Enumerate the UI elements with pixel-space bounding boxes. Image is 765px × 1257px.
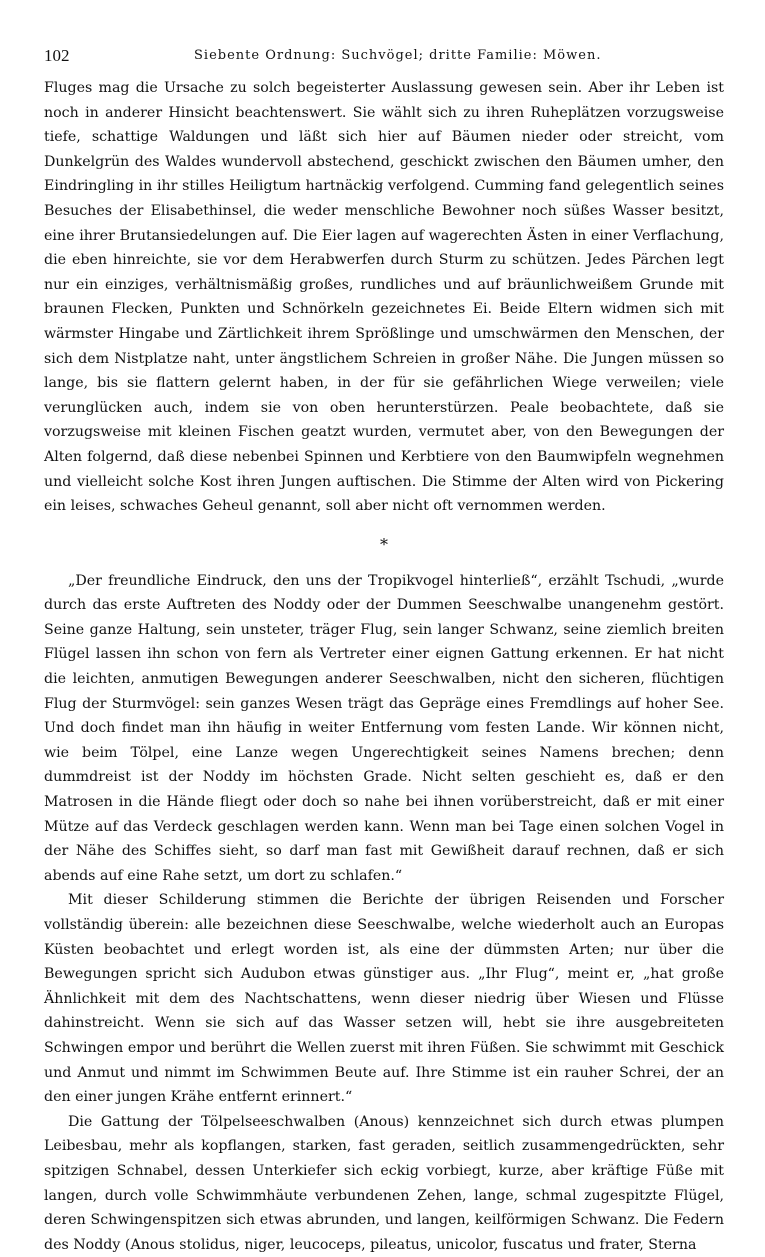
paragraph-audubon-account: Mit dieser Schilderung stimmen die Berichte der übrigen Reisenden und Forscher vollständig überein: alle bezeichnen diese Seeschwalbe, welche wiederholt auch an Europas Küsten beobachtet und erlegt worden ist, als eine der dümmsten Arten; nur über die Bewegungen spricht sich Audubon etwas günstiger aus. „Ihr Flug“, meint er, „hat große Ähnlichkeit mit dem des Nachtschattens, wenn dieser niedrig über Wiesen und Flüsse dahinstreicht. Wenn sie sich auf das Wasser setzen will, hebt sie ihre ausgebreiteten Schwingen empor und berührt die Wellen zuerst mit ihren Füßen. Sie schwimmt mit Geschick und Anmut und nimmt im Schwimmen Beute auf. Ihre Stimme ist ein rauher Schrei, der an den einer jungen Krähe entfernt erinnert.“	[44, 892, 724, 1106]
book-page	[44, 44, 724, 1257]
running-head: Siebente Ordnung: Suchvögel; dritte Familie: Möwen.	[194, 48, 602, 63]
paragraph-tschudi-quote: „Der freundliche Eindruck, den uns der Tropikvogel hinterließ“, erzählt Tschudi, „wurde durch das erste Auftreten des Noddy oder der Dummen Seeschwalbe unangenehm gestört. Seine ganze Haltung, sein unsteter, träger Flug, sein langer Schwanz, seine ziemlich breiten Flügel lassen ihn schon von fern als Vertreter einer eignen Gattung erkennen. Er hat nicht die leichten, anmutigen Bewegungen anderer Seeschwalben, nicht den sicheren, flüchtigen Flug der Sturmvögel: sein ganzes Wesen trägt das Gepräge eines Fremdlings auf hoher See. Und doch findet man ihn häufig in weiter Entfernung vom festen Lande. Wir können nicht, wie beim Tölpel, eine Lanze wegen Ungerechtigkeit seines Namens brechen; denn dummdreist ist der Noddy im höchsten Grade. Nicht selten geschieht es, daß er den Matrosen in die Hände fliegt oder doch so nahe bei ihnen vorüberstreicht, daß er mit einer Mütze auf das Verdeck geschlagen werden kann. Wenn man bei Tage einen solchen Vogel in der Nähe des Schiffes sieht, so darf man fast mit Gewißheit darauf rechnen, daß er sich abends auf eine Rahe setzt, um dort zu schlafen.“	[44, 572, 724, 884]
paragraph-cumming-breeding: Fluges mag die Ursache zu solch begeisterter Auslassung gewesen sein. Aber ihr Leben ist noch in anderer Hinsicht beachtenswert. Sie wählt sich zu ihren Ruheplätzen vorzugsweise tiefe, schattige Waldungen und läßt sich hier auf Bäumen nieder oder streicht, vom Dunkelgrün des Waldes wundervoll abstechend, geschickt zwischen den Bäumen umher, den Eindringling in ihr stilles Heiligtum hartnäckig verfolgend. Cumming fand gelegentlich seines Besuches der Elisabethinsel, die weder menschliche Bewohner noch süßes Wasser besitzt, eine ihrer Brutansiedelungen auf. Die Eier lagen auf wagerechten Ästen in einer Verflachung, die eben hinreichte, sie vor dem Herabwerfen durch Sturm zu schützen. Jedes Pärchen legt nur ein einziges, verhältnismäßig großes, rundliches und auf bräunlichweißem Grunde mit braunen Flecken, Punkten und Schnörkeln gezeichnetes Ei. Beide Eltern widmen sich mit wärmster Hingabe und Zärtlichkeit ihrem Sprößlinge und umschwärmen den Menschen, der sich dem Nistplatze naht, unter ängstlichem Schreien in großer Nähe. Die Jungen müssen so lange, bis sie flattern gelernt haben, in der für sie gefährlichen Wiege verweilen; viele verunglücken auch, indem sie von oben herunterstürzen. Peale beobachtete, daß sie vorzugsweise mit kleinen Fischen geatzt wurden, vermutet aber, von den Bewegungen der Alten folgernd, daß diese nebenbei Spinnen und Kerbtiere von den Baumwipfeln wegnehmen und vielleicht solche Kost ihren Jungen auftischen. Die Stimme der Alten wird von Pickering ein leises, schwaches Geheul genannt, soll aber nicht oft vernommen werden.	[44, 80, 724, 515]
section-divider: *	[380, 534, 388, 554]
paragraph-anous-genus: Die Gattung der Tölpelseeschwalben (Anous) kennzeichnet sich durch etwas plumpen Leibesbau, mehr als kopflangen, starken, fast geraden, seitlich zusammengedrückten, sehr spitzigen Schnabel, dessen Unterkiefer sich eckig vorbiegt, kurze, aber kräftige Füße mit langen, durch volle Schwimmhäute verbundenen Zehen, lange, schmal zugespitzte Flügel, deren Schwingenspitzen sich etwas abrunden, und langen, keilförmigen Schwanz. Die Federn des Noddy (Anous stolidus, niger, leucoceps, pileatus, unicolor, fuscatus und frater, Sterna	[44, 1113, 724, 1253]
page-number: 102	[44, 46, 70, 65]
page-header	[44, 44, 724, 70]
